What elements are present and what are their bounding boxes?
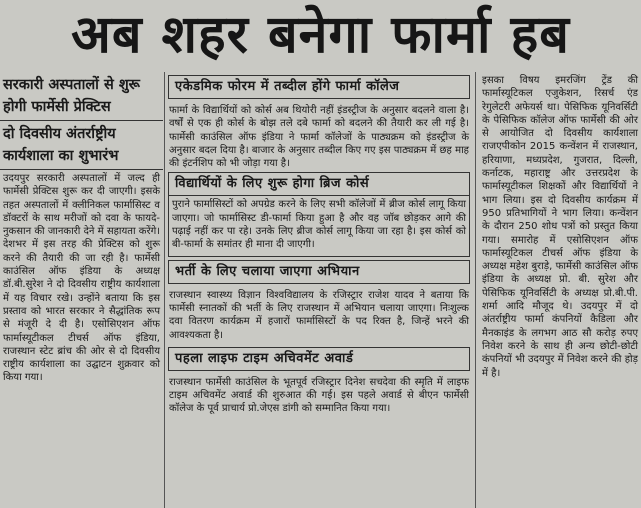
section-heading-award: पहला लाइफ टाइम अचिवमेंट अवार्ड bbox=[168, 347, 470, 371]
middle-column bbox=[166, 72, 472, 508]
section-heading-bridge-course: विद्यार्थियों के लिए शुरू होगा ब्रिज कोर्स bbox=[169, 173, 469, 196]
box-bridge-course bbox=[168, 172, 470, 256]
right-body-text: इसका विषय इमरजिंग ट्रेंड की फार्मास्यूटिकल एजुकेशन, रिसर्च एंड रेगुलेटरी अफेयर्स था। पेसिफिक यूनिवर्सिटी के पेसिफिक कॉलेज ऑफ फार्मेसी की ओर से आयोजित दो दिवसीय कार्यशाला राजएपीकोन 2015 कन्वेंशन में राजस्थान, हरियाणा, मध्यप्रदेश, गुजरात, दिल्ली, कर्नाटक, महाराष्ट्र और उत्तरप्रदेश के फार्मास्यूटीकल शिक्षकों और विद्यार्थियों ने भाग लिया। इस दो दिवसीय कार्यक्रम में 950 प्रतिभागियों ने भाग लिया। कन्वेंशन के दौरान 250 शोध पत्रों को प्रस्तुत किया गया। समारोह में एसोसिएशन ऑफ फार्मास्यूटिकल टीचर्स ऑफ इंडिया के अध्यक्ष महेश बुराड़े, फार्मेसी काउंसिल ऑफ इंडिया के अध्यक्ष प्रो. बी. सुरेश और पेसिफिक यूनिवर्सिटी के अध्यक्ष प्रो.बी.पी. शर्मा आदि मौजूद थे। उदयपुर में दो अंतर्राष्ट्रीय फार्मा कंपनियों कैडिला और मैनकाइंड के लगभग आठ सौ करोड़ रुपए निवेश करने के साथ ही अन्य छोटी-छोटी कंपनियों भी उदयपुर में निवेश करने की होड़ में है। bbox=[482, 75, 638, 379]
left-body-text: उदयपुर सरकारी अस्पतालों में जल्द ही फार्मेसी प्रेक्टिस शुरू कर दी जाएगी। इसके तहत अस्पतालों में क्लीनिकल फार्मासिस्ट व डॉक्टरों के साथ मरीजों को दवा के फायदे-नुकसान की जानकारी देने में सहायता करेंगे। देशभर में इस तरह की प्रेक्टिस को शुरू करने की तैयारी की जा रही है। फार्मेसी काउंसिल ऑफ इंडिया के अध्यक्ष डॉ.बी.सुरेश ने दो दिवसीय राष्ट्रीय कार्यशाला में यह विचार रखे। उन्होंने बताया कि इस प्रस्ताव को भारत सरकार ने सैद्धांतिक रूप से मंजूरी दे दी है। एसोसिएशन ऑफ फार्मास्यूटीकल टीचर्स ऑफ इंडिया, राजस्थान स्टेट ब्रांच की ओर से दो दिवसीय राष्ट्रीय कार्यशाला का उद्घाटन शुक्रवार को किया गया। bbox=[3, 173, 160, 384]
section-text-award: राजस्थान फार्मेसी काउंसिल के भूतपूर्व रजिस्ट्रार दिनेश सचदेवा की स्मृति में लाइफ टाइम अचिवमेंट अवार्ड की शुरुआत की गई। इस पहले अवार्ड से बीएन फार्मेसी कॉलेज के पूर्व प्राचार्य प्रो.जेएस डांगी को सम्मानित किया गया। bbox=[169, 376, 469, 415]
section-text-bridge-course: पुराने फार्मासिस्टों को अपग्रेड करने के लिए सभी कॉलेजों में ब्रीज कोर्स लागू किया जाएगा। जो फार्मासिस्ट डी-फार्मा किया हुआ है और वह जॉब छोड़कर आगे की पढ़ाई नहीं कर पा रहे। उनके लिए ब्रीज कोर्स लागू किया जा रहा है। इस कोर्स को बी-फार्मा के समांतर ही माना दी जाएगी। bbox=[172, 199, 466, 251]
section-heading-academic-forum: एकेडमिक फोरम में तब्दील होंगे फार्मा कॉलेज bbox=[168, 75, 470, 99]
section-text-recruitment: राजस्थान स्वास्थ्य विज्ञान विश्वविद्यालय के रजिस्ट्रार राजेश यादव ने बताया कि फार्मेसी स्नातकों की भर्ती के लिए राजस्थान में अभियान चलाया जाएगा। निःशुल्क दवा वितरण कार्यक्रम में हजारों फार्मासिस्टों के पद रिक्त है, जिन्हें भरने की आवश्यकता है। bbox=[169, 289, 469, 341]
left-column bbox=[0, 72, 163, 508]
column-divider bbox=[164, 72, 165, 508]
subheadline-pharmacy-practice: सरकारी अस्पतालों से शुरू होगी फार्मेसी प्रेक्टिस bbox=[0, 72, 163, 121]
right-column bbox=[479, 72, 641, 508]
section-heading-recruitment: भर्ती के लिए चलाया जाएगा अभियान bbox=[168, 260, 470, 284]
subheadline-workshop: दो दिवसीय अंतर्राष्ट्रीय कार्यशाला का शुभारंभ bbox=[0, 121, 163, 170]
section-text-academic-forum: फार्मा के विद्यार्थियों को कोर्स अब थियोरी नहीं इंडस्ट्रीज के अनुसार बदलने वाला है। वर्षों से एक ही कोर्स के बोझ तले दबे फार्मा को बदलने की तैयारी कर ली गई है। फार्मेसी काउंसिल ऑफ इंडिया ने फार्मा कॉलेजों के पाठ्यक्रम को इंडस्ट्रीज के अनुसार बदल दिया है। बाजार के अनुसार तब्दील किए गए इस पाठ्यक्रम में छह माह की इंटर्नशिप को भी जोड़ा गया है। bbox=[169, 105, 469, 170]
headline: अब शहर बनेगा फार्मा हब bbox=[71, 5, 570, 65]
column-divider bbox=[475, 72, 476, 508]
